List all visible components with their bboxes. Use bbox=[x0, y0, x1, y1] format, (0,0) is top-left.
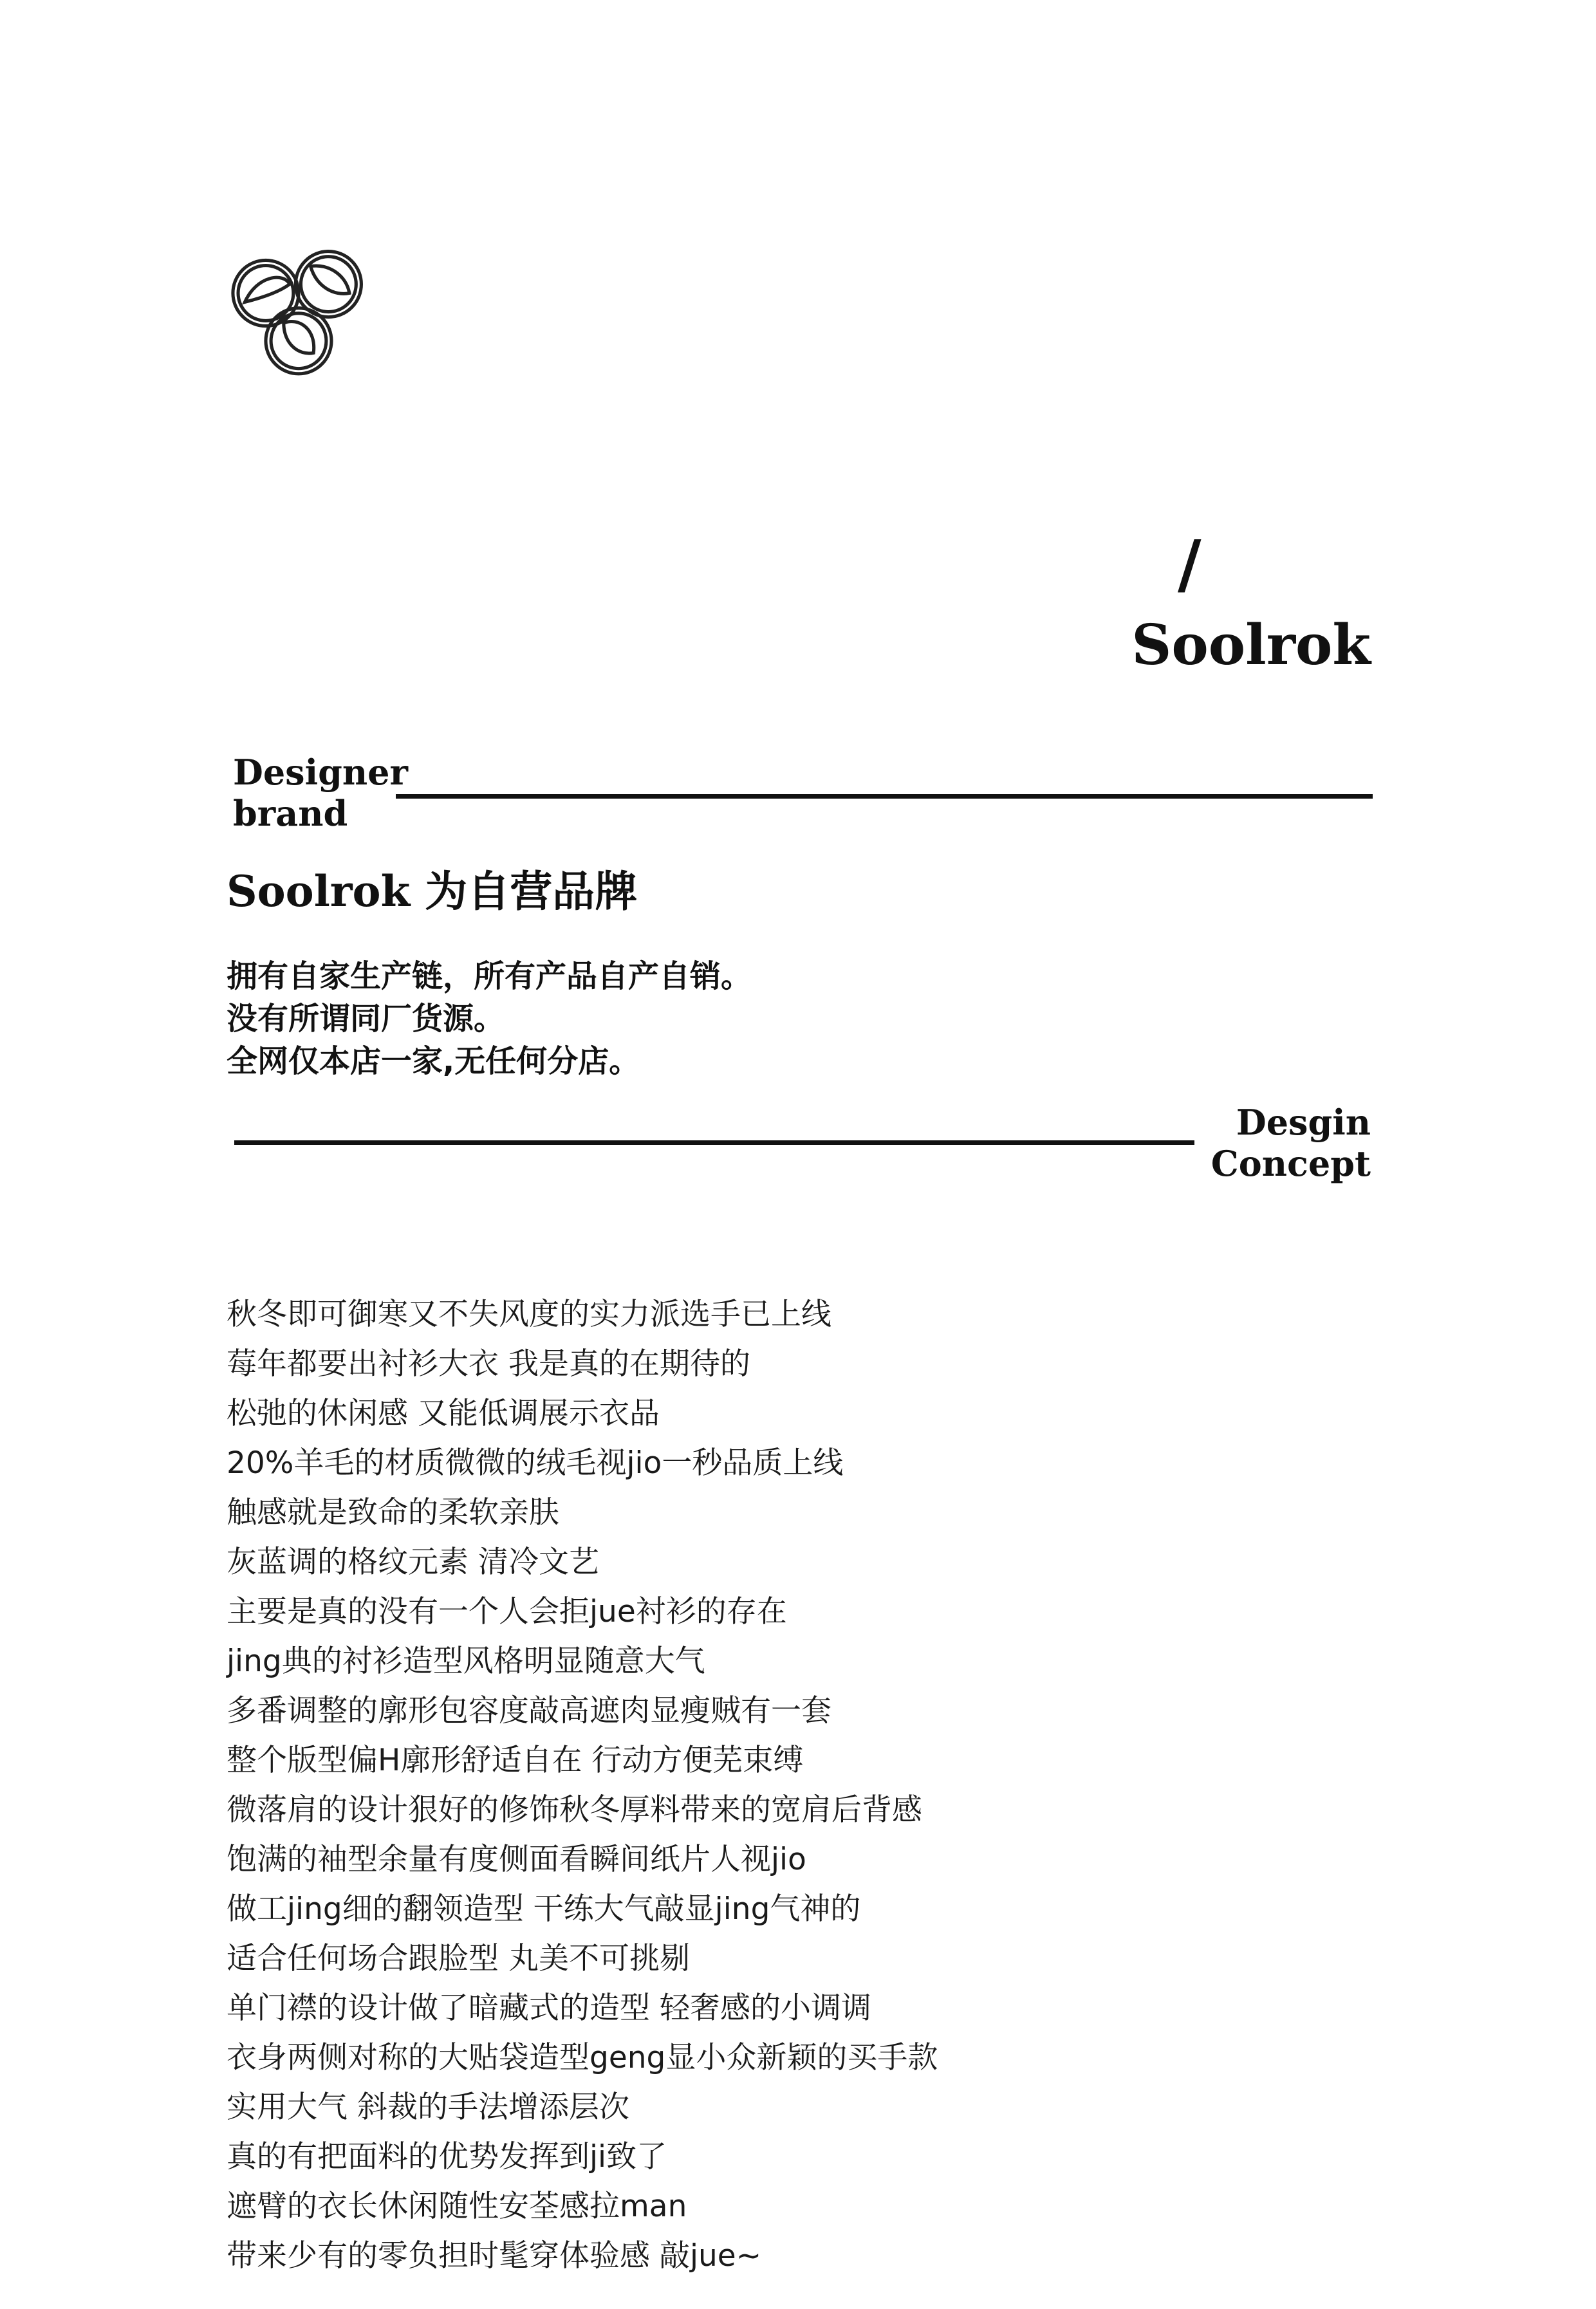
headline bbox=[227, 862, 637, 921]
description-line: jing典的衬衫造型风格明显随意大气 bbox=[227, 1644, 705, 1679]
brand-name: Soolrok bbox=[1131, 613, 1371, 678]
design-concept-label bbox=[1211, 1102, 1371, 1184]
description-line: 微落肩的设计狠好的修饰秋冬厚料带来的宽肩后背感 bbox=[227, 1792, 922, 1828]
description-line: 整个版型偏H廓形舒适自在 行动方便芜束缚 bbox=[227, 1743, 804, 1778]
claim-line: 没有所谓同厂货源。 bbox=[227, 1001, 505, 1037]
description-block bbox=[227, 1290, 938, 2281]
claim-line: 拥有自家生产链，所有产品自产自销。 bbox=[227, 958, 752, 994]
claims-block bbox=[227, 955, 752, 1082]
description-line: 带来少有的零负担时髦穿体验感 敲jue~ bbox=[227, 2238, 762, 2274]
description-line: 灰蓝调的格纹元素 清冷文艺 bbox=[227, 1544, 599, 1580]
description-line: 松弛的休闲感 又能低调展示衣品 bbox=[227, 1396, 660, 1431]
bottom-divider bbox=[234, 1140, 1194, 1145]
brand-slash: / bbox=[1178, 526, 1202, 602]
description-line: 秋冬即可御寒又不失风度的实力派选手已上线 bbox=[227, 1297, 831, 1332]
description-line: 主要是真的没有一个人会拒jue衬衫的存在 bbox=[227, 1594, 787, 1629]
description-line: 衣身两侧对称的大贴袋造型geng显小众新颖的买手款 bbox=[227, 2040, 938, 2075]
description-line: 莓年都要出衬衫大衣 我是真的在期待的 bbox=[227, 1346, 750, 1382]
description-line: 真的有把面料的优势发挥到ji致了 bbox=[227, 2139, 667, 2175]
top-divider bbox=[396, 794, 1373, 799]
description-line: 饱满的袖型余量有度侧面看瞬间纸片人视jio bbox=[227, 1842, 806, 1877]
brand-logo-icon bbox=[224, 239, 373, 389]
claim-line: 全网仅本店一家,无任何分店。 bbox=[227, 1043, 640, 1079]
description-line: 20%羊毛的材质微微的绒毛视jio一秒品质上线 bbox=[227, 1445, 844, 1481]
headline-brand: Soolrok bbox=[227, 866, 411, 916]
design-concept-line2: Concept bbox=[1211, 1143, 1371, 1184]
description-line: 单门襟的设计做了暗藏式的造型 轻奢感的小调调 bbox=[227, 1990, 871, 2026]
description-line: 做工jing细的翻领造型 干练大气敲显jing气神的 bbox=[227, 1891, 861, 1927]
designer-brand-line1: Designer bbox=[233, 752, 408, 793]
design-concept-line1: Desgin bbox=[1236, 1102, 1371, 1143]
description-line: 实用大气 斜裁的手法增添层次 bbox=[227, 2090, 629, 2125]
description-line: 触感就是致命的柔软亲肤 bbox=[227, 1495, 559, 1530]
designer-brand-line2: brand bbox=[233, 793, 348, 834]
description-line: 多番调整的廓形包容度敲高遮肉显瘦贼有一套 bbox=[227, 1693, 831, 1729]
designer-brand-label bbox=[233, 752, 408, 834]
description-line: 遮臂的衣长休闲随性安荃感拉man bbox=[227, 2189, 687, 2224]
description-line: 适合任何场合跟脸型 丸美不可挑剔 bbox=[227, 1941, 690, 1976]
headline-rest: 为自营品牌 bbox=[410, 867, 638, 916]
